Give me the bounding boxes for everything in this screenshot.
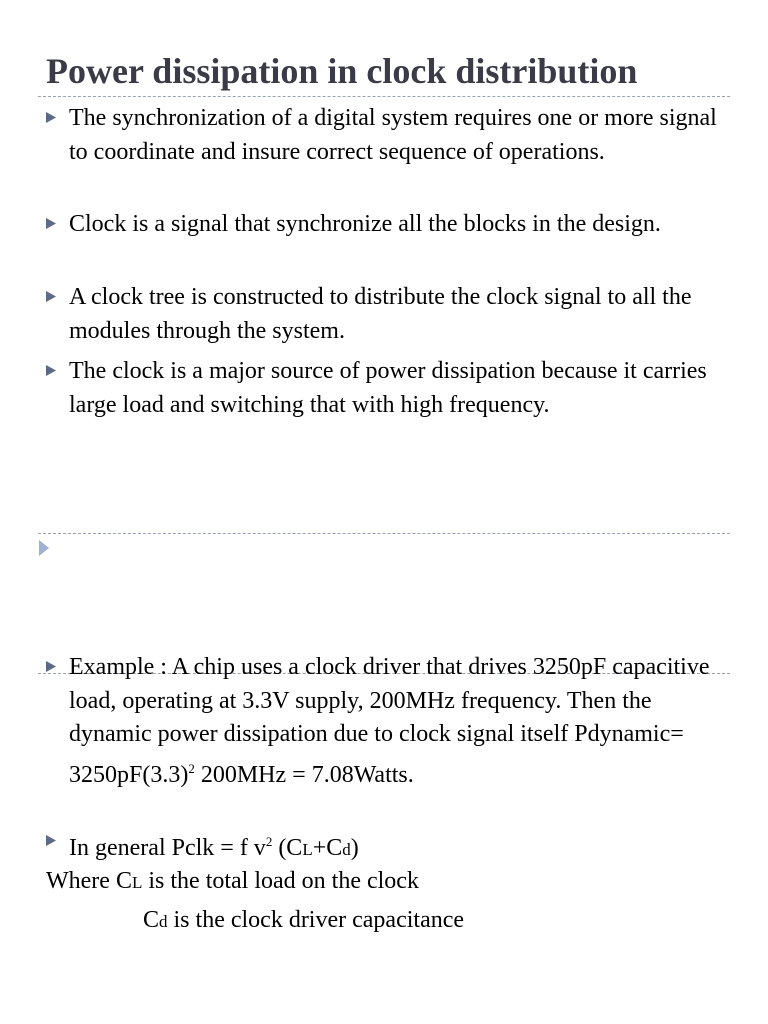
slide-title: Power dissipation in clock distribution xyxy=(46,51,638,91)
formula-bullet xyxy=(69,825,729,867)
triangle-bullet-icon xyxy=(45,282,63,315)
triangle-bullet-icon xyxy=(45,103,63,136)
example-text: Example : A chip uses a clock driver that drives 3250pF capacitive load, operating at 3.3V supply, 200MHz frequency. Then the dynamic power dissipation due to clock signal itself Pdynamic= $3250pF(3.3)^2$ 200MHz = 7.08Watts. xyxy=(69,654,710,788)
bullet-text: The synchronization of a digital system requires one or more signal to coordinate and insure correct sequence of operations. xyxy=(69,105,717,165)
bullet-item xyxy=(69,208,729,242)
where-line: Where CL is the total load on the clock xyxy=(46,868,419,894)
bullet-text: A clock tree is constructed to distribute the clock signal to all the modules through the system. xyxy=(69,284,692,344)
cd-line: Cd is the clock driver capacitance xyxy=(143,907,465,933)
title-divider xyxy=(38,96,730,97)
formula-text: In general Pclk = f $v^2$ (CL+Cd) xyxy=(69,834,359,861)
bullet-item xyxy=(69,281,729,348)
triangle-bullet-icon xyxy=(45,652,63,685)
triangle-bullet-icon xyxy=(45,209,63,242)
slide-arrow-icon xyxy=(38,539,50,557)
bullet-item xyxy=(69,102,729,169)
slide-divider xyxy=(38,533,730,534)
example-bullet xyxy=(69,651,729,792)
triangle-bullet-icon xyxy=(45,826,63,859)
triangle-bullet-icon xyxy=(45,356,63,389)
bullet-text: The clock is a major source of power dissipation because it carries large load and switching that with high frequency. xyxy=(69,358,707,418)
bullet-text: Clock is a signal that synchronize all the blocks in the design. xyxy=(69,211,661,237)
bullet-item xyxy=(69,355,729,422)
